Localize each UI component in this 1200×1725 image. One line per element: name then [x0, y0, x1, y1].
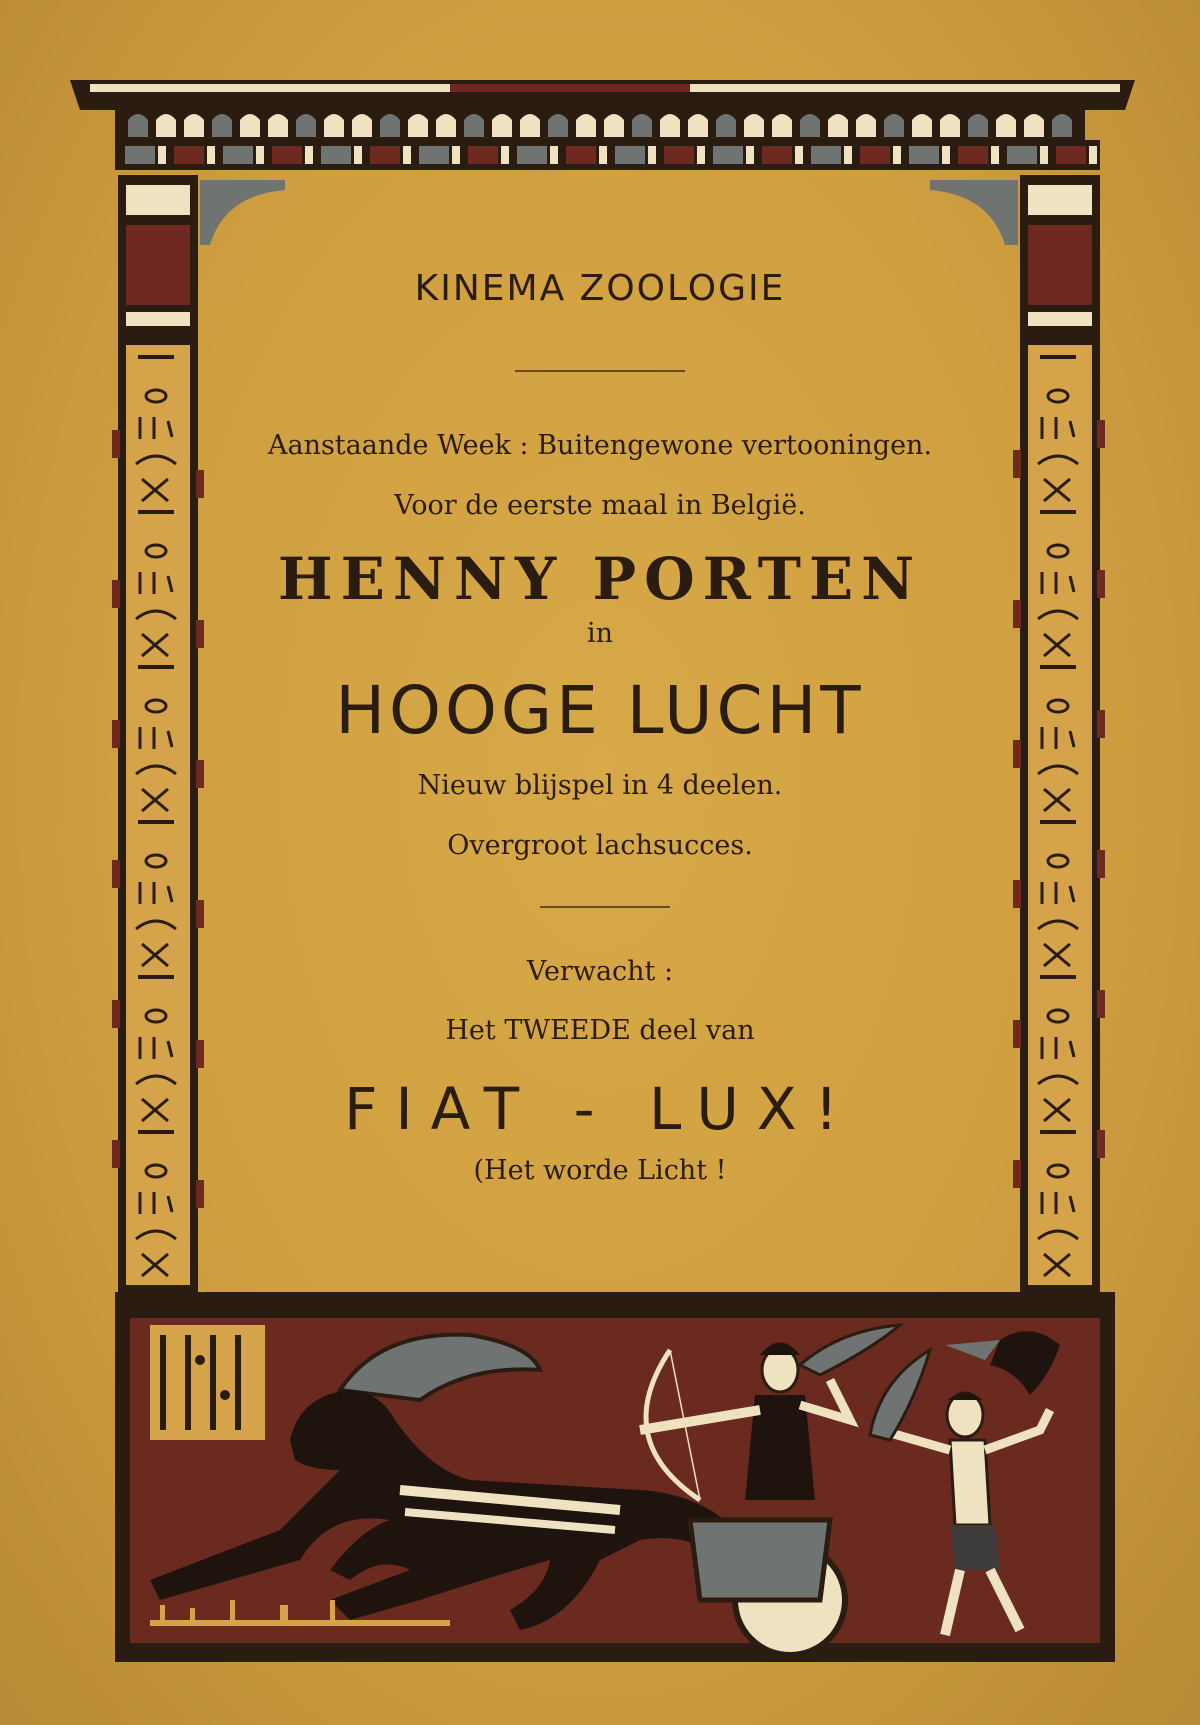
film-description: Nieuw blijspel in 4 deelen.: [417, 770, 783, 801]
divider-top: [515, 370, 685, 372]
divider-middle: [540, 906, 670, 908]
film-tagline: Overgroot lachsucces.: [447, 830, 753, 861]
expected-title: FIAT - LUX!: [344, 1075, 856, 1143]
expected-subtitle: (Het worde Licht !: [473, 1155, 727, 1186]
announcement-line-1: Aanstaande Week : Buitengewone vertooningen.: [267, 430, 933, 461]
film-title: HOOGE LUCHT: [335, 672, 865, 749]
announcement-line-2: Voor de eerste maal in België.: [394, 490, 806, 521]
star-name: HENNY PORTEN: [277, 545, 923, 613]
expected-line: Het TWEEDE deel van: [445, 1015, 755, 1046]
connector-word: in: [586, 618, 614, 649]
page-title: KINEMA ZOOLOGIE: [414, 268, 786, 309]
expected-label: Verwacht :: [526, 956, 674, 987]
